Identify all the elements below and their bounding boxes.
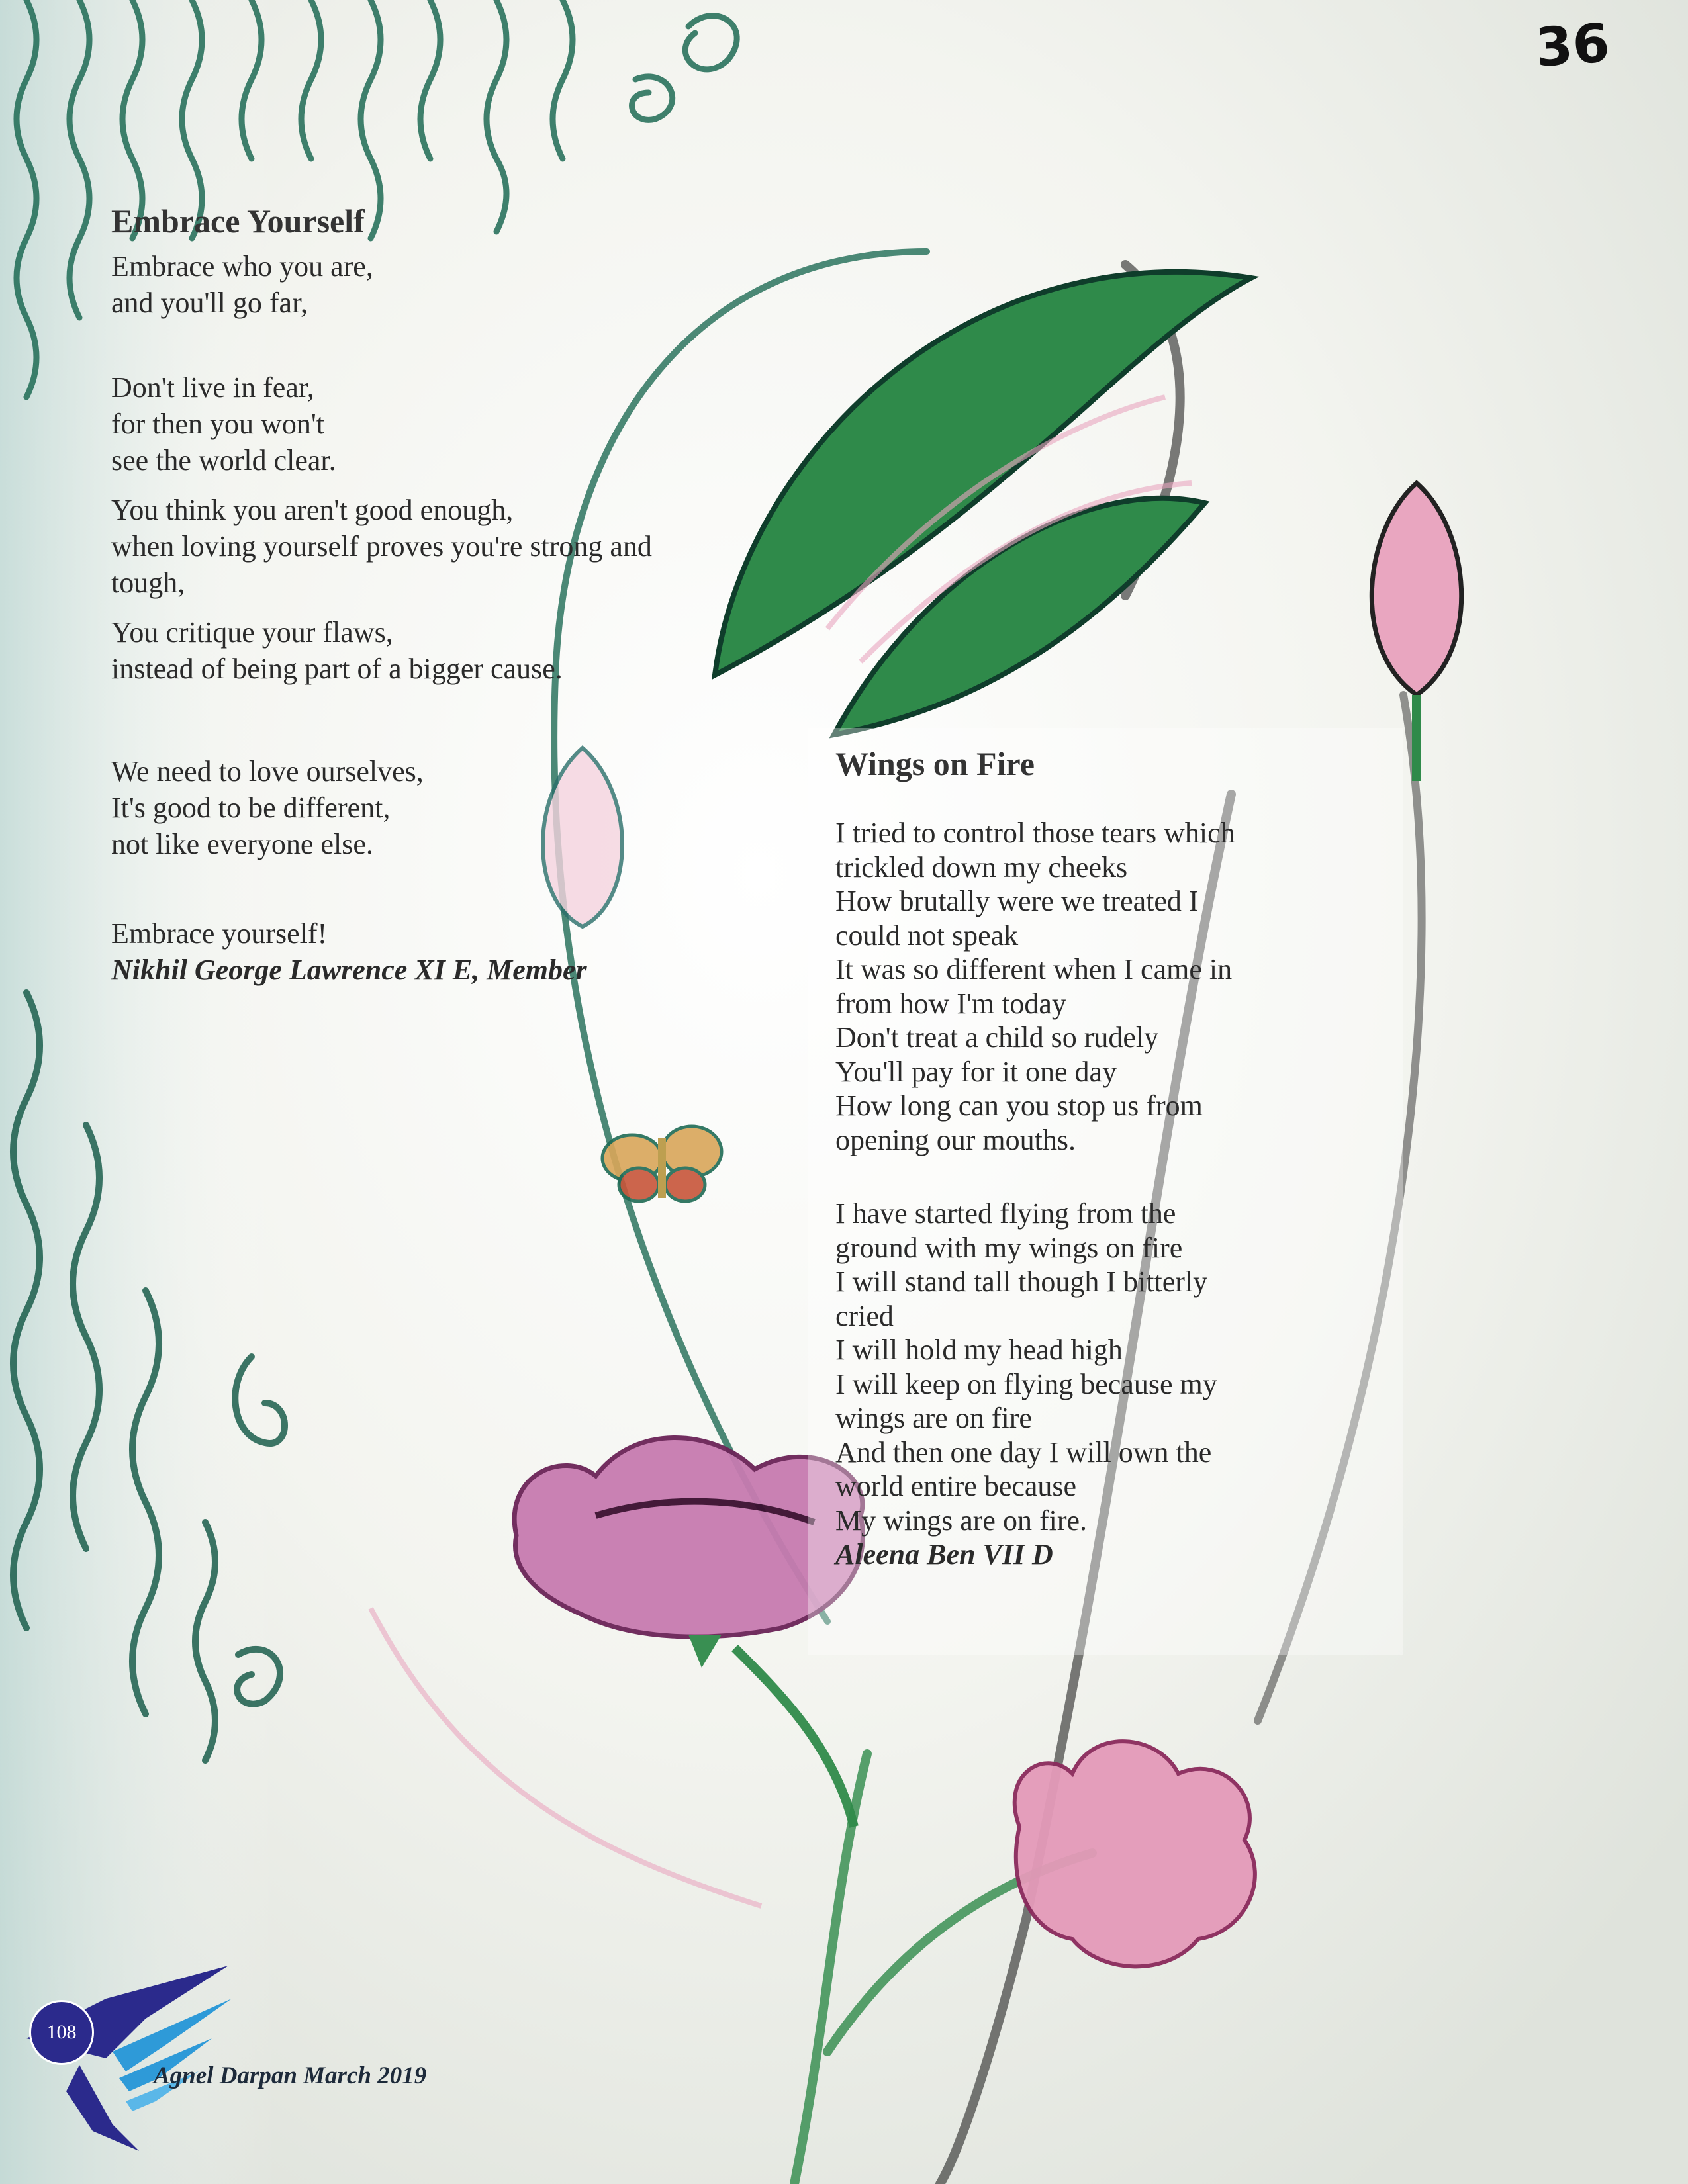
poem-embrace-yourself [111,202,747,988]
poem-line: ground with my wings on fire [835,1231,1183,1264]
poem-line: I will hold my head high [835,1334,1123,1366]
stanza [835,816,1365,1157]
poem-line: How long can you stop us from [835,1089,1203,1122]
stanza [835,1197,1365,1572]
poem-line: and you'll go far, [111,287,308,319]
poem-title: Wings on Fire [835,745,1035,782]
poem-line: trickled down my cheeks [835,850,1128,884]
poem-line: for then you won't [111,408,324,440]
poem-line: My wings are on fire. [835,1504,1088,1537]
poem-line: How brutally were we treated I [835,885,1199,917]
stanza [111,369,747,478]
poem-line: wings are on fire [835,1402,1032,1434]
poem-wings-on-fire [835,745,1365,1572]
poem-line: I tried to control those tears which [835,817,1235,849]
poem-line: cried [835,1299,894,1332]
poem-line: see the world clear. [111,444,336,477]
poem-line: Embrace who you are, [111,250,373,283]
stanza [111,753,747,862]
poem-line: It's good to be different, [111,792,391,824]
poem-line: Embrace yourself! [111,917,328,950]
poem-line: could not speak [835,919,1019,952]
poem-line: And then one day I will own the [835,1435,1212,1469]
poem-line: world entire because [835,1470,1077,1502]
stanza [111,492,747,601]
poem-line: We need to love ourselves, [111,755,424,788]
poem-line: You'll pay for it one day [835,1055,1117,1088]
footer-magazine-title: Agnel Darpan March 2019 [154,2062,427,2089]
poem-line: I will stand tall though I bitterly [835,1265,1208,1298]
poem-line: opening our mouths. [835,1123,1076,1156]
poem-line: not like everyone else. [111,828,373,860]
poem-author: Aleena Ben VII D [835,1538,1053,1570]
poem-line: when loving yourself proves you're strong and [111,530,652,563]
poem-author: Nikhil George Lawrence XI E, Member [111,954,587,986]
stanza [111,614,747,687]
poem-line: Don't live in fear, [111,371,314,404]
poem-line: instead of being part of a bigger cause. [111,653,563,685]
poem-line: I have started flying from the [835,1197,1176,1230]
poem-line: It was so different when I came in [835,953,1233,985]
poem-line: tough, [111,567,185,599]
page-number-badge: 108 [29,2000,94,2065]
corner-page-number: 36 [1533,12,1612,79]
poem-line: from how I'm today [835,987,1066,1020]
poem-line: You think you aren't good enough, [111,494,514,526]
poem-line: Don't treat a child so rudely [835,1021,1159,1054]
poem-line: You critique your flaws, [111,616,393,649]
stanza [111,248,747,321]
poem-line: I will keep on flying because my [835,1367,1217,1400]
stanza [111,915,747,988]
poem-title: Embrace Yourself [111,203,365,240]
